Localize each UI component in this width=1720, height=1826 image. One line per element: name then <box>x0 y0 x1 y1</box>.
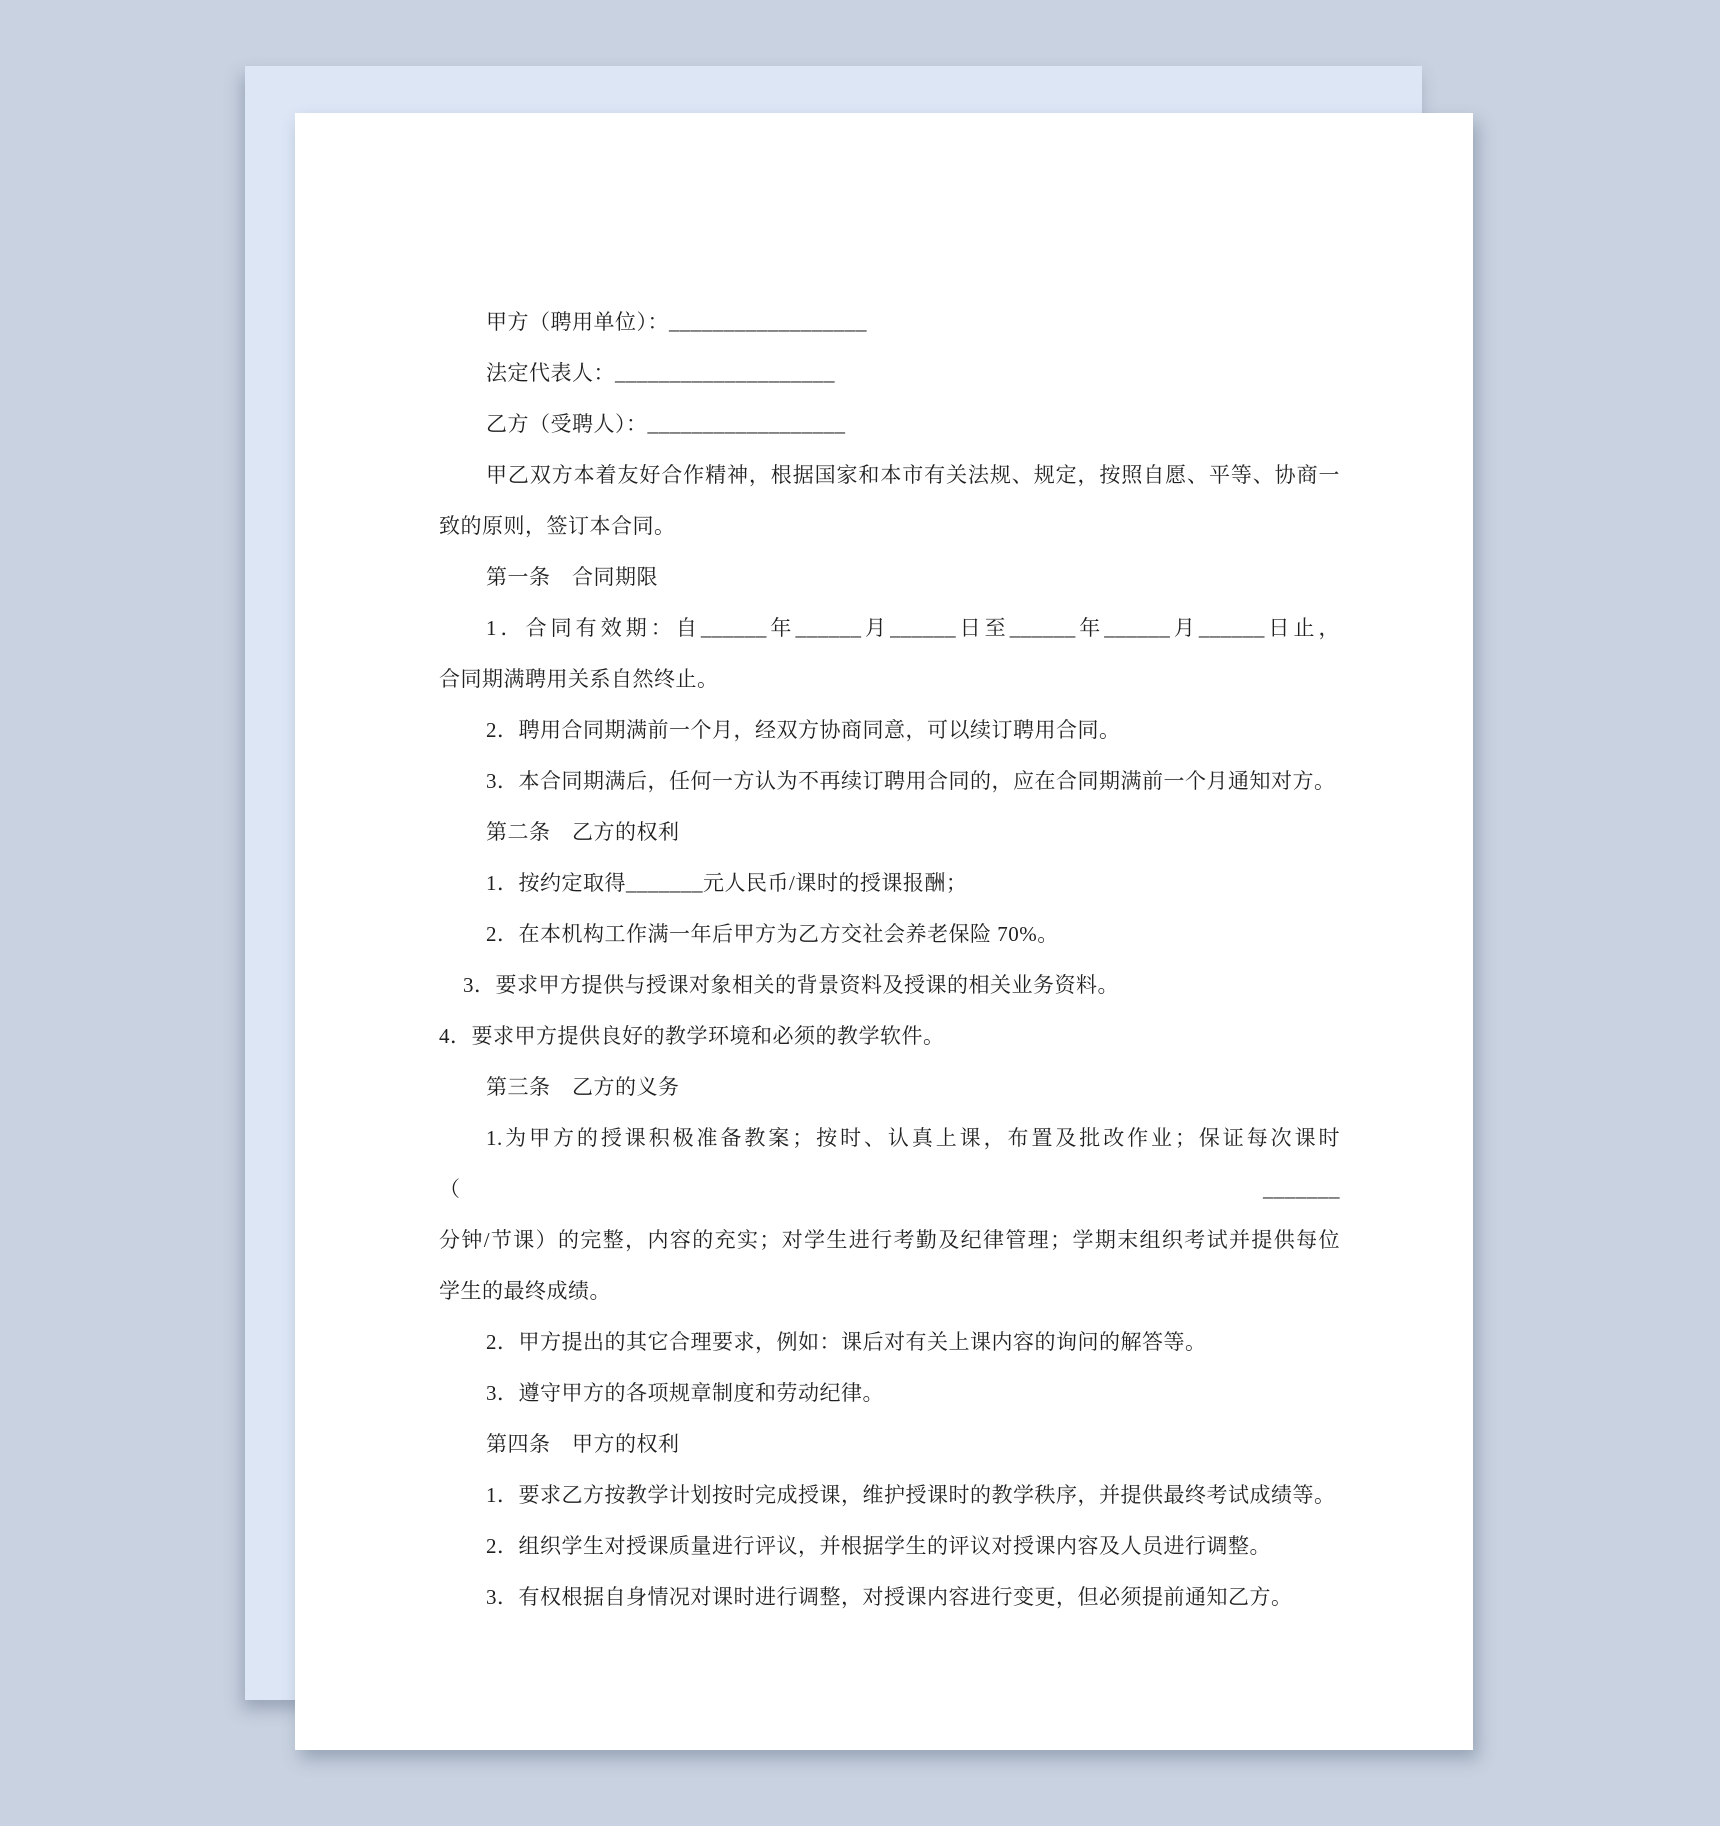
contract-line: 法定代表人：____________________ <box>486 361 835 385</box>
contract-line: 甲乙双方本着友好合作精神，根据国家和本市有关法规、规定，按照自愿、平等、协商一 <box>486 463 1340 487</box>
contract-line: 第四条 甲方的权利 <box>486 1432 680 1456</box>
contract-line: 第二条 乙方的权利 <box>486 820 680 844</box>
contract-line: 2．聘用合同期满前一个月，经双方协商同意，可以续订聘用合同。 <box>486 718 1121 742</box>
contract-line: 致的原则，签订本合同。 <box>439 514 676 538</box>
contract-line: 3．遵守甲方的各项规章制度和劳动纪律。 <box>486 1381 884 1405</box>
contract-line: 2．在本机构工作满一年后甲方为乙方交社会养老保险 70%。 <box>486 922 1059 946</box>
contract-line: 3．本合同期满后，任何一方认为不再续订聘用合同的，应在合同期满前一个月通知对方。 <box>486 769 1336 793</box>
contract-line: 第一条 合同期限 <box>486 565 658 589</box>
contract-line: 1．按约定取得_______元人民币/课时的授课报酬； <box>486 871 968 895</box>
contract-line: 3．要求甲方提供与授课对象相关的背景资料及授课的相关业务资料。 <box>463 973 1119 997</box>
contract-line: 2．甲方提出的其它合理要求，例如：课后对有关上课内容的询问的解答等。 <box>486 1330 1207 1354</box>
contract-line: 甲方（聘用单位）：__________________ <box>486 310 867 334</box>
contract-line: 1．合同有效期：自______年______月______日至______年______月______日止， <box>486 616 1340 640</box>
contract-line: 学生的最终成绩。 <box>439 1279 611 1303</box>
contract-line: 合同期满聘用关系自然终止。 <box>439 667 719 691</box>
contract-body <box>439 297 1340 1623</box>
contract-line: 4．要求甲方提供良好的教学环境和必须的教学软件。 <box>439 1024 945 1048</box>
contract-line: 2．组织学生对授课质量进行评议，并根据学生的评议对授课内容及人员进行调整。 <box>486 1534 1271 1558</box>
contract-line: 第三条 乙方的义务 <box>486 1075 680 1099</box>
contract-line: 3．有权根据自身情况对课时进行调整，对授课内容进行变更，但必须提前通知乙方。 <box>486 1585 1293 1609</box>
contract-line: 乙方（受聘人）：__________________ <box>486 412 846 436</box>
contract-page <box>295 113 1473 1750</box>
contract-line: 1．要求乙方按教学计划按时完成授课，维护授课时的教学秩序，并提供最终考试成绩等。 <box>486 1483 1336 1507</box>
contract-line: 1.为甲方的授课积极准备教案；按时、认真上课，布置及批改作业；保证每次课时（_______ <box>439 1126 1340 1201</box>
contract-line: 分钟/节课）的完整，内容的充实；对学生进行考勤及纪律管理；学期末组织考试并提供每位 <box>439 1228 1340 1252</box>
